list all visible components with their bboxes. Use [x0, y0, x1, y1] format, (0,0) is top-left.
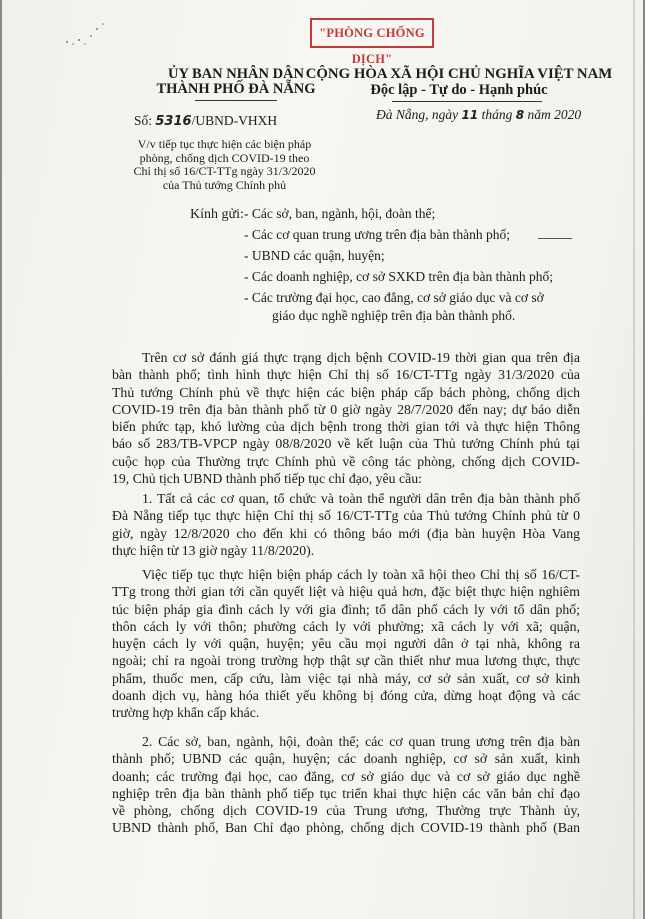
date-month: 8 [515, 108, 525, 122]
agency-underline [195, 100, 277, 101]
greeting: Kính gửi: [190, 207, 244, 222]
text-line: thôn cách ly với thôn; phường cách ly với phường; xã cách ly với xã; quận, [112, 618, 580, 634]
recipient-item: - Các doanh nghiệp, cơ sở SXKD trên địa bàn thành phố; [244, 269, 553, 284]
noise-marks [57, 14, 112, 54]
text-line: Thủ tướng Chính phủ về thực hiện các biện pháp cấp bách phòng, chống dịch [112, 384, 580, 400]
text-line: thành phố; UBND các quận, huyện; các doanh nghiệp, cơ sở sản xuất, kinh [112, 751, 580, 767]
document-date [376, 107, 581, 123]
recipient-item: - Các sở, ban, ngành, hội, đoàn thể; [244, 206, 436, 221]
paragraph-item-2 [112, 733, 580, 837]
text-line: doanh dịch vụ, hàng hóa thiết yếu không bị đóng cửa, dừng hoạt động và các [112, 688, 580, 704]
text-line: giờ, ngày 12/8/2020 cho đến khi có thông báo mới (địa bàn huyện Hòa Vang [112, 525, 580, 541]
text-line: cuộc họp của Thường trực Chính phủ về công tác phòng, chống dịch COVID- [112, 453, 580, 469]
date-day: 11 [461, 108, 479, 122]
text-line: COVID-19 trên địa bàn thành phố từ 0 giờ ngày 28/7/2020 đến nay; dự báo diễn [112, 401, 580, 417]
number-handwritten: 5316 [155, 114, 192, 129]
text-line: Trên cơ sở đánh giá thực trạng dịch bệnh COVID-19 thời gian qua trên địa [142, 350, 580, 365]
date-suffix: năm 2020 [527, 107, 582, 122]
text-line: trường hợp khẩn cấp khác. [112, 705, 260, 721]
text-line: biến phức tạp, khó lường của dịch bệnh trong thời gian tới và thực hiện Thông [112, 419, 580, 435]
subject-line: của Thủ tướng Chính phủ [162, 177, 287, 192]
paragraph-item-1 [112, 490, 580, 559]
recipient-item: - UBND các quận, huyện; [244, 248, 385, 263]
document-page [2, 0, 643, 919]
recipient-item: - Các trường đại học, cao đẳng, cơ sở giáo dục và cơ sở [244, 290, 544, 305]
text-line: 2. Các sở, ban, ngành, hội, đoàn thể; các cơ quan trung ương trên địa bàn [142, 734, 580, 749]
recipient-item: - Các cơ quan trung ương trên địa bàn thành phố; [244, 227, 511, 242]
document-number [134, 113, 277, 129]
date-prefix: Đà Nẵng, ngày [376, 107, 459, 122]
subject-line: V/v tiếp tục thực hiện các biện pháp [137, 137, 312, 151]
text-line: Việc tiếp tục thực hiện biện pháp cách ly toàn xã hội theo Chỉ thị số 16/CT- [142, 567, 580, 582]
nation-motto: Độc lập - Tự do - Hạnh phúc [370, 82, 548, 98]
text-line: bàn thành phố; tình hình thực hiện Chỉ thị số 16/CT-TTg ngày 31/3/2020 của [112, 367, 580, 383]
agency-name-line2: THÀNH PHỐ ĐÀ NẴNG [156, 81, 316, 97]
number-suffix: /UBND-VHXH [191, 113, 278, 128]
subject-line: phòng, chống dịch COVID-19 theo [139, 150, 310, 165]
text-line: túc biện pháp gia đình cách ly với gia đình; tổ dân phố cách ly với tổ dân phố; [112, 601, 580, 617]
text-line: nghiệp trên địa bàn thành phố tiếp tục triển khai thực hiện các văn bản chỉ đạo [112, 785, 580, 801]
text-line: ngoài; chỉ ra ngoài trong trường hợp thật sự cần thiết như mua lương thực, thực [112, 653, 580, 669]
text-line: huyện cách ly với quận, huyện; yêu cầu mọi người dân ở tại nhà, không ra [112, 636, 580, 652]
text-line: báo số 283/TB-VPCP ngày 08/8/2020 về kết luận của Thủ tướng Chính phủ tại [112, 436, 580, 452]
text-line: doanh; các trường đại học, cao đẳng, cơ sở giáo dục và cơ sở giáo dục nghề [112, 768, 580, 784]
stamp: "PHÒNG CHỐNG DỊCH" [310, 18, 434, 48]
subject-line: Chỉ thị số 16/CT-TTg ngày 31/3/2020 [133, 164, 316, 178]
page-edge-shadow [633, 0, 635, 919]
subject-block [122, 138, 327, 192]
nation-title: CỘNG HÒA XÃ HỘI CHỦ NGHĨA VIỆT NAM [305, 66, 613, 82]
recipient-item: giáo dục nghề nghiệp trên địa bàn thành phố. [272, 308, 516, 323]
text-line: Đà Nẵng tiếp tục thực hiện Chỉ thị số 16/CT-TTg của Thủ tướng Chính phủ từ 0 [112, 508, 580, 524]
text-line: về phòng, chống dịch COVID-19 của Trung ương, Thường trực Thành ủy, [112, 803, 580, 819]
motto-underline [392, 101, 542, 102]
agency-name-line1: ỦY BAN NHÂN DÂN [167, 66, 304, 82]
paragraph-context [112, 349, 580, 487]
text-line: 19, Chủ tịch UBND thành phố tiếp tục chỉ đạo, yêu cầu: [112, 471, 422, 487]
paragraph-isolation [112, 566, 580, 722]
date-mid: tháng [481, 107, 513, 122]
text-line: UBND thành phố, Ban Chỉ đạo phòng, chống dịch COVID-19 thành phố (Ban [112, 820, 580, 836]
text-line: thực hiện từ 13 giờ ngày 11/8/2020). [112, 542, 315, 558]
text-line: phẩm, thuốc men, cấp cứu, làm việc tại nhà máy, cơ sở sản xuất, cơ sở kinh [112, 670, 580, 686]
text-line: 1. Tất cả các cơ quan, tổ chức và toàn thể người dân trên địa bàn thành phố [142, 491, 580, 506]
text-line: TTg trong thời gian tới cần quyết liệt và hiệu quả hơn, đặc biệt thực hiện nghiêm [112, 584, 580, 600]
number-prefix: Số: [134, 113, 153, 128]
handwritten-dash [538, 238, 572, 239]
